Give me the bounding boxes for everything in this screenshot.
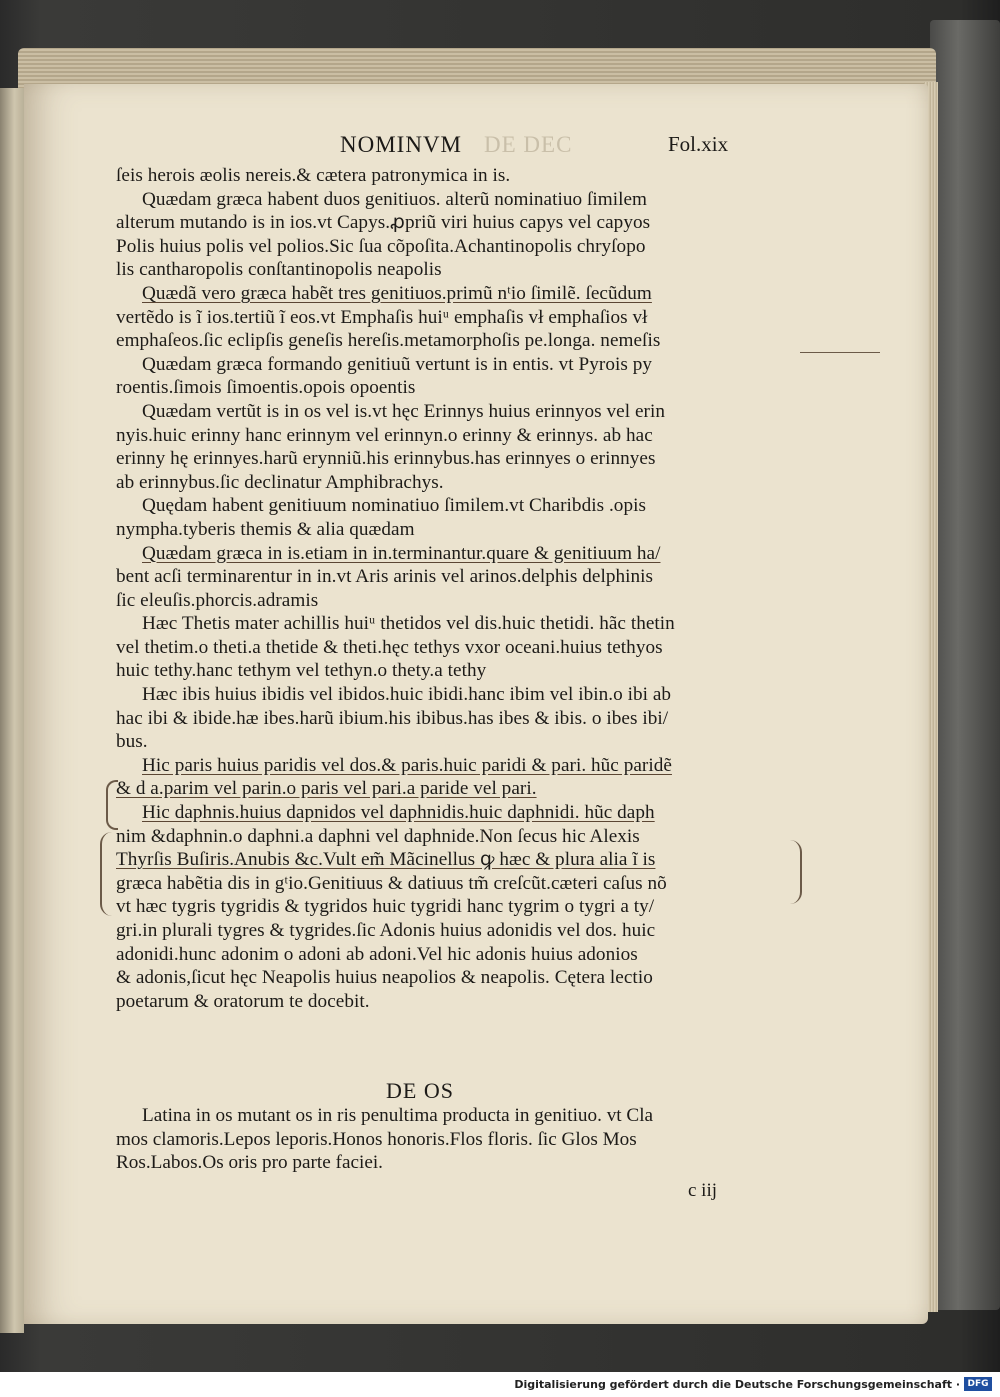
- text-line: Hæc Thetis mater achillis huiᵘ thetidos vel dis.huic thetidi. hãc thetin: [142, 613, 675, 635]
- text-line: græca habẽtia dis in gᵗio.Genitiuus & datiuus tm̃ creſcũt.cæteri caſus nõ: [116, 872, 667, 894]
- text-line: gri.in plurali tygres & tygrides.ſic Adonis huius adonidis vel dos. huic: [116, 920, 656, 941]
- text-line: nympha.tyberis themis & alia quædam: [116, 518, 415, 540]
- text-line: vel thetim.o theti.a thetide & theti.hęc tethys vxor oceani.huius tethyos: [116, 636, 663, 658]
- text-line: poetarum & oratorum te docebit.: [116, 990, 370, 1012]
- text-line: Quædam græca habent duos genitiuos. alterũ nominatiuo ſimilem: [142, 188, 648, 210]
- footer-credit: Digitalisierung gefördert durch die Deutsche Forschungsgemeinschaft ·: [514, 1378, 960, 1391]
- text-line: Quædam vertũt is in os vel is.vt hęc Erinnys huius erinnyos vel erin: [142, 400, 665, 422]
- text-line: Quædam græca in is.etiam in in.terminantur.quare & genitiuum ha/: [142, 542, 661, 564]
- text-line: adonidi.hunc adonim o adoni ab adoni.Vel hic adonis huius adonios: [116, 943, 638, 965]
- book-cover-edge: [930, 20, 1000, 1310]
- running-header: [0, 132, 1000, 164]
- text-line: hac ibi & ibide.hæ ibes.harũ ibium.his ibibus.has ibes & ibis. o ibes ibi/: [116, 707, 669, 729]
- section-heading: DE OS: [386, 1078, 454, 1103]
- text-line: Hæc ibis huius ibidis vel ibidos.huic ibidi.hanc ibim vel ibin.o ibi ab: [142, 684, 672, 706]
- facing-page-edge: [0, 88, 24, 1333]
- text-line: Quędam habent genitiuum nominatiuo ſimilem.vt Charibdis .opis: [142, 495, 646, 517]
- text-line: ſic eleuſis.phorcis.adramis: [116, 589, 319, 611]
- text-line: alterum mutando is in ios.vt Capys.ꝓpriũ viri huius capys vel capyos: [116, 212, 651, 234]
- text-line: bent acſi terminarentur in in.vt Aris arinis vel arinos.delphis delphinis: [116, 566, 654, 588]
- text-line: vt hæc tygris tygridis & tygridos huic tygridi hanc tygrim o tygri a ty/: [116, 896, 655, 918]
- text-line: Thyrſis Buſiris.Anubis &c.Vult em̃ Mãcinellus ꝙ hæc & plura alia ĩ is: [116, 849, 656, 871]
- show-through-text: DE DEC: [484, 132, 573, 157]
- text-line: roentis.ſimois ſimoentis.opois opoentis: [116, 377, 416, 399]
- text-line: Ros.Labos.Os oris pro parte faciei.: [116, 1152, 383, 1174]
- text-line: & adonis,ſicut hęc Neapolis huius neapolios & neapolis. Cętera lectio: [116, 967, 653, 989]
- page-block-top: [18, 48, 936, 88]
- body-text: [116, 164, 806, 1013]
- running-title: NOMINVM: [340, 132, 462, 157]
- margin-bracket-right: [790, 840, 802, 904]
- text-line: Hic paris huius paridis vel dos.& paris.huic paridi & pari. hũc paridẽ: [142, 754, 672, 776]
- text-line: mos clamoris.Lepos leporis.Honos honoris.Flos floris. ſic Glos Mos: [116, 1128, 637, 1150]
- margin-line: [800, 352, 880, 353]
- signature-mark: c iij: [688, 1180, 718, 1201]
- dfg-logo: DFG: [964, 1377, 992, 1391]
- folio-number: Fol.xix: [668, 132, 729, 156]
- text-line: lis cantharopolis conſtantinopolis neapolis: [116, 259, 442, 281]
- text-line: bus.: [116, 731, 148, 753]
- text-line: Quædam græca formando genitiuũ vertunt is in entis. vt Pyrois py: [142, 353, 653, 375]
- margin-bracket-left: [106, 780, 118, 830]
- text-line: vertẽdo is ĩ ios.tertiũ ĩ eos.vt Emphaſis huiᵘ emphaſis vł emphaſios vł: [116, 306, 648, 328]
- text-line: Quædã vero græca habẽt tres genitiuos.primũ nᵗio ſimilẽ. ſecũdum: [142, 282, 652, 304]
- text-line: & d a.parim vel parin.o paris vel pari.a paride vel pari.: [116, 778, 537, 800]
- text-line: nyis.huic erinny hanc erinnym vel erinnyn.o erinny & erinnys. ab hac: [116, 424, 653, 446]
- text-line: Hic daphnis.huius dapnidos vel daphnidis.huic daphnidi. hũc daph: [142, 802, 655, 824]
- text-line: erinny hę erinnyes.harũ erynniũ.his erinnybus.has erinnyes o erinnyes: [116, 448, 656, 470]
- text-line: Latina in os mutant os in ris penultima producta in genitiuo. vt Cla: [142, 1105, 654, 1126]
- text-line: nim &daphnin.o daphni.a daphni vel daphnide.Non ſecus hic Alexis: [116, 825, 640, 847]
- text-line: ſeis herois æolis nereis.& cætera patronymica in is.: [116, 165, 511, 186]
- text-line: huic tethy.hanc tethym vel tethyn.o thety.a tethy: [116, 660, 487, 682]
- text-line: Polis huius polis vel polios.Sic ſua cõpoſita.Achantinopolis chryſopo: [116, 235, 646, 257]
- text-line: ab erinnybus.ſic declinatur Amphibrachys.: [116, 471, 444, 493]
- text-line: emphaſeos.ſic eclipſis geneſis hereſis.metamorphoſis pe.longa. nemeſis: [116, 330, 661, 352]
- margin-bracket-left: [100, 832, 114, 916]
- section-text: [116, 1104, 806, 1175]
